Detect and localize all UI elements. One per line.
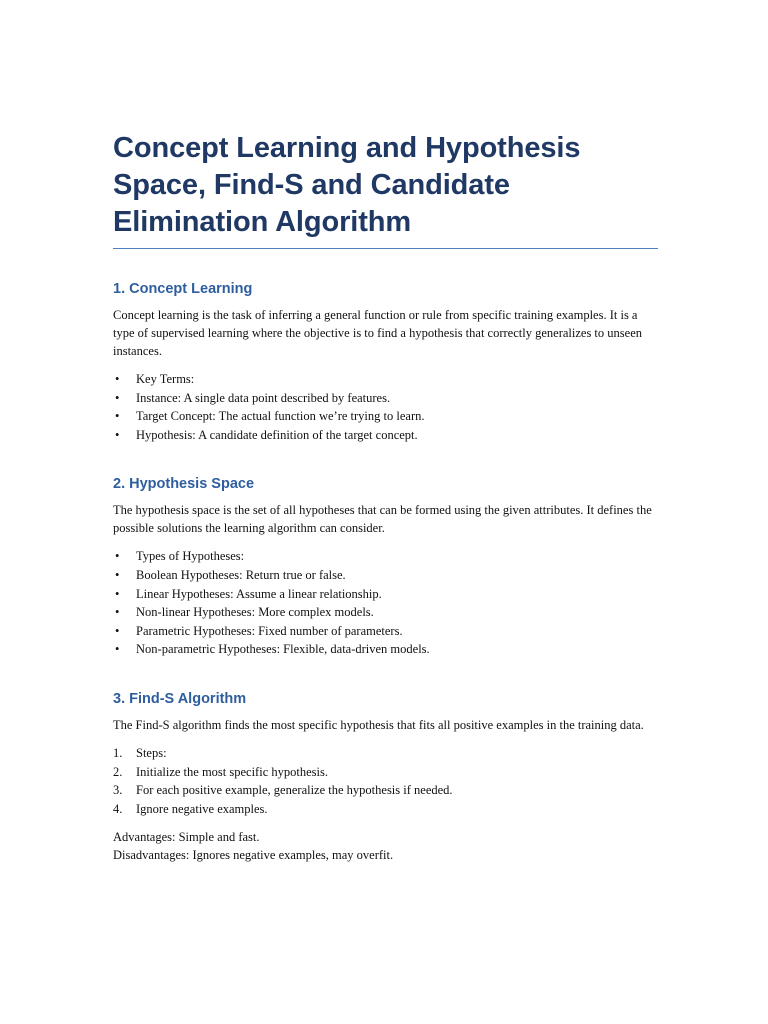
bullet-icon: • [115,605,120,620]
list-item [113,566,658,585]
section-heading: 3. Find-S Algorithm [113,690,247,707]
list-item [113,744,658,763]
list-item [113,585,658,604]
bullet-icon: • [115,409,120,424]
section-paragraph: The Find-S algorithm finds the most specific hypothesis that fits all positive examples in the training data. [113,717,644,732]
bullet-icon: • [115,586,120,601]
list-item [113,622,658,641]
list-item-text: Parametric Hypotheses: Fixed number of parameters. [136,623,403,638]
bullet-icon: • [115,623,120,638]
list-item-text: For each positive example, generalize the hypothesis if needed. [136,783,453,798]
section-heading: 2. Hypothesis Space [113,476,255,493]
document-title: Concept Learning and Hypothesis Space, Find-S and Candidate Elimination Algorithm [113,130,658,249]
list-item [113,426,658,445]
numbered-list [113,744,658,818]
list-item [113,640,658,659]
advantages-text: Advantages: Simple and fast. [113,830,260,845]
list-item-text: Types of Hypotheses: [136,549,245,564]
list-item-text: Boolean Hypotheses: Return true or false. [136,567,346,582]
list-item-text: Ignore negative examples. [136,801,268,816]
list-number: 2. [113,764,123,779]
list-item-text: Linear Hypotheses: Assume a linear relationship. [136,586,382,601]
bullet-list [113,547,658,659]
list-item-text: Hypothesis: A candidate definition of the target concept. [136,427,418,442]
disadvantages-text: Disadvantages: Ignores negative examples, may overfit. [113,848,394,863]
bullet-list [113,370,658,444]
section-concept-learning [113,279,658,444]
document-content [113,130,658,864]
list-item-text: Instance: A single data point described by features. [136,390,391,405]
list-number: 1. [113,745,123,760]
pros-cons [113,828,658,864]
list-item [113,781,658,800]
bullet-icon: • [115,549,120,564]
list-item-text: Non-parametric Hypotheses: Flexible, data-driven models. [136,642,430,657]
bullet-icon: • [115,567,120,582]
list-item [113,407,658,426]
bullet-icon: • [115,642,120,657]
section-hypothesis-space [113,474,658,659]
list-item-text: Key Terms: [136,372,195,386]
list-item [113,763,658,782]
section-paragraph: Concept learning is the task of inferring a general function or rule from specific training examples. It is a type of supervised learning where the objective is to find a hypothesis that correctly generalizes to unseen instances. [113,308,642,358]
section-paragraph: The hypothesis space is the set of all hypotheses that can be formed using the given attributes. It defines the possible solutions the learning algorithm can consider. [113,503,652,536]
list-item [113,547,658,566]
bullet-icon: • [115,427,120,442]
list-item [113,389,658,408]
section-heading: 1. Concept Learning [113,281,253,297]
list-number: 4. [113,801,123,816]
bullet-icon: • [115,390,120,405]
list-item-text: Target Concept: The actual function we’re trying to learn. [136,409,425,424]
list-number: 3. [113,783,123,798]
list-item-text: Initialize the most specific hypothesis. [136,764,328,779]
list-item [113,800,658,819]
bullet-icon: • [115,372,120,386]
list-item-text: Steps: [136,745,167,760]
list-item-text: Non-linear Hypotheses: More complex models. [136,605,374,620]
section-find-s-algorithm [113,689,658,864]
list-item [113,370,658,389]
list-item [113,603,658,622]
